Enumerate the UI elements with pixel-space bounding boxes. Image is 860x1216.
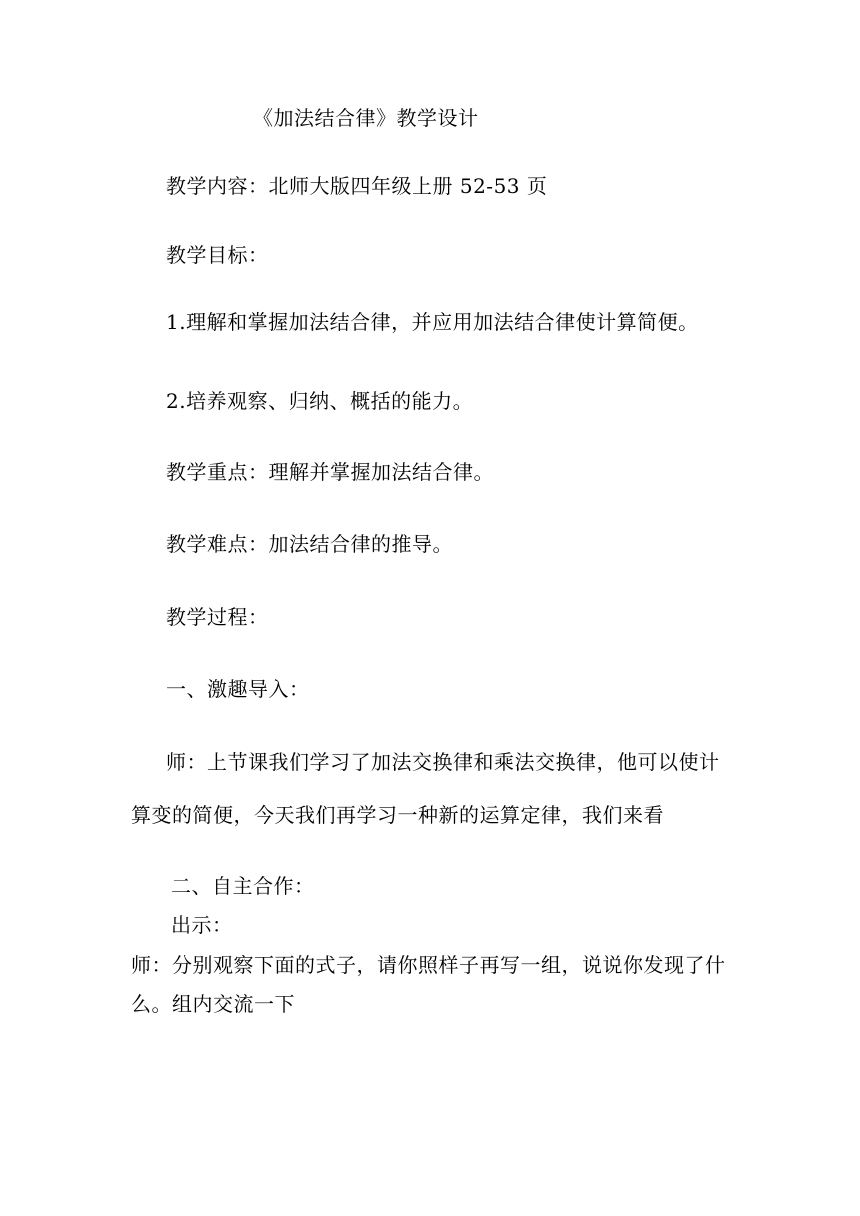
teacher-speech-1-line-2: 算变的简便，今天我们再学习一种新的运算定律，我们来看 [131, 803, 664, 827]
document-title: 《加法结合律》教学设计 [253, 106, 479, 130]
teaching-goal-heading: 教学目标： [166, 243, 269, 267]
step-1-heading: 一、激趣导入： [166, 677, 310, 701]
teaching-content: 教学内容：北师大版四年级上册 52-53 页 [166, 174, 548, 198]
teaching-goal-2: 2.培养观察、归纳、概括的能力。 [166, 389, 474, 413]
teacher-speech-1-line-1: 师：上节课我们学习了加法交换律和乘法交换律，他可以使计 [166, 750, 720, 774]
show-label: 出示： [171, 913, 233, 937]
teacher-speech-2-line-2: 么。组内交流一下 [131, 992, 295, 1016]
step-2-heading: 二、自主合作： [171, 874, 315, 898]
teacher-speech-2-line-1: 师：分别观察下面的式子，请你照样子再写一组，说说你发现了什 [131, 953, 726, 977]
difficult-point: 教学难点：加法结合律的推导。 [166, 532, 453, 556]
teaching-goal-1: 1.理解和掌握加法结合律，并应用加法结合律使计算简便。 [166, 310, 699, 334]
key-point: 教学重点：理解并掌握加法结合律。 [166, 460, 494, 484]
teaching-process-heading: 教学过程： [166, 605, 269, 629]
